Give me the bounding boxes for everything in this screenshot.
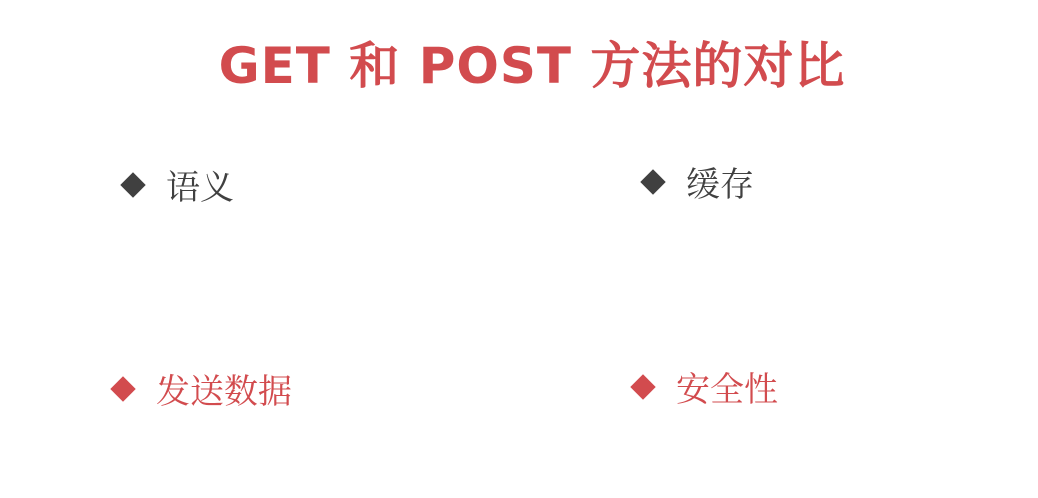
bullet-label: 发送数据 bbox=[156, 372, 292, 412]
bullet-item-security bbox=[630, 362, 778, 411]
diamond-bullet-icon bbox=[120, 172, 145, 197]
bullet-label: 缓存 bbox=[686, 165, 754, 205]
bullet-label: 安全性 bbox=[676, 370, 778, 410]
bullet-item-send-data bbox=[110, 364, 292, 413]
slide-title: GET 和 POST 方法的对比 bbox=[218, 37, 846, 95]
bullet-item-cache bbox=[640, 157, 754, 206]
diamond-bullet-icon bbox=[630, 374, 655, 399]
bullet-label: 语义 bbox=[166, 168, 234, 208]
bullet-item-semantics bbox=[120, 160, 234, 209]
diamond-bullet-icon bbox=[110, 376, 135, 401]
diamond-bullet-icon bbox=[640, 169, 665, 194]
